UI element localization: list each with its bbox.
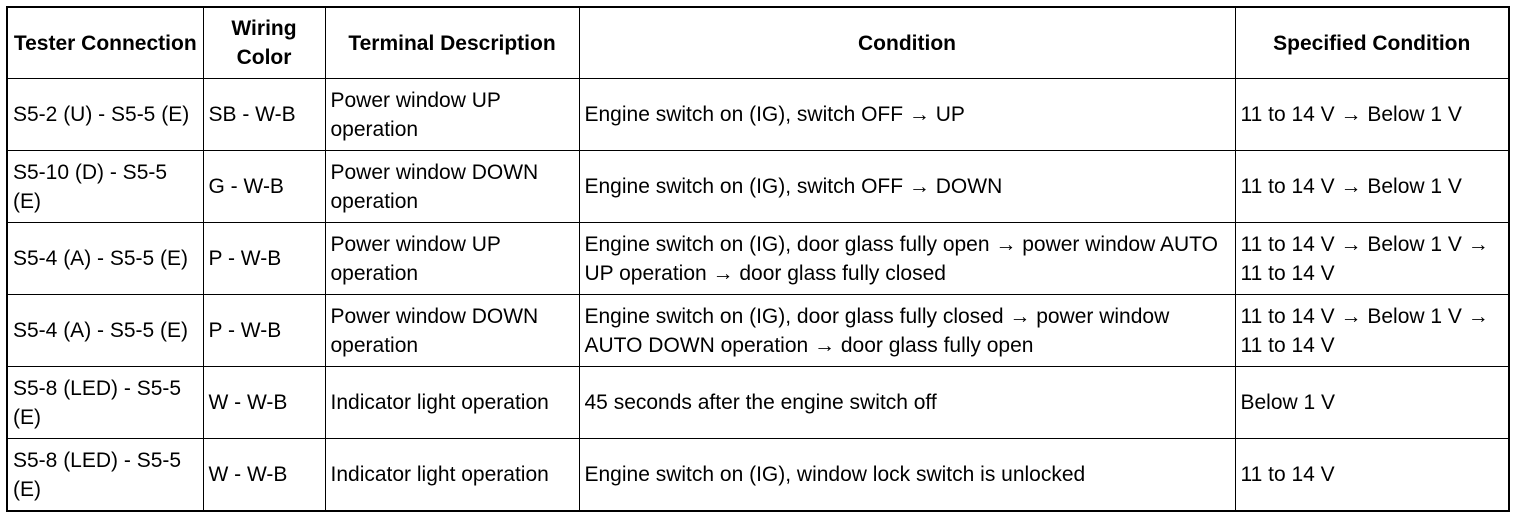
cell-terminal-description: Power window UP operation [325,223,579,295]
cell-condition: 45 seconds after the engine switch off [579,367,1235,439]
cell-specified-condition: 11 to 14 V → Below 1 V [1235,79,1509,151]
cell-terminal-description: Indicator light operation [325,439,579,512]
header-tester-connection: Tester Connection [7,7,203,79]
cell-wiring-color: W - W-B [203,367,325,439]
cell-condition: Engine switch on (IG), switch OFF → UP [579,79,1235,151]
cell-specified-condition: 11 to 14 V [1235,439,1509,512]
header-condition: Condition [579,7,1235,79]
header-terminal-description: Terminal Description [325,7,579,79]
table-row [7,79,1509,151]
table-header [7,7,1509,79]
table-body [7,79,1509,512]
cell-wiring-color: SB - W-B [203,79,325,151]
cell-terminal-description: Power window DOWN operation [325,151,579,223]
cell-condition: Engine switch on (IG), window lock switch is unlocked [579,439,1235,512]
cell-tester-connection: S5-8 (LED) - S5-5 (E) [7,367,203,439]
cell-tester-connection: S5-4 (A) - S5-5 (E) [7,295,203,367]
cell-specified-condition: Below 1 V [1235,367,1509,439]
cell-condition: Engine switch on (IG), door glass fully open → power window AUTO UP operation → door glass fully closed [579,223,1235,295]
table-row [7,151,1509,223]
cell-specified-condition: 11 to 14 V → Below 1 V → 11 to 14 V [1235,223,1509,295]
table-row [7,439,1509,512]
cell-tester-connection: S5-8 (LED) - S5-5 (E) [7,439,203,512]
cell-tester-connection: S5-2 (U) - S5-5 (E) [7,79,203,151]
cell-wiring-color: G - W-B [203,151,325,223]
header-wiring-color: Wiring Color [203,7,325,79]
terminal-spec-table [6,6,1510,512]
cell-terminal-description: Power window DOWN operation [325,295,579,367]
cell-condition: Engine switch on (IG), door glass fully closed → power window AUTO DOWN operation → door glass fully open [579,295,1235,367]
cell-tester-connection: S5-4 (A) - S5-5 (E) [7,223,203,295]
header-row [7,7,1509,79]
table-row [7,367,1509,439]
cell-terminal-description: Indicator light operation [325,367,579,439]
terminal-spec-table-container [6,6,1508,512]
cell-wiring-color: P - W-B [203,295,325,367]
table-row [7,223,1509,295]
cell-wiring-color: P - W-B [203,223,325,295]
cell-wiring-color: W - W-B [203,439,325,512]
cell-specified-condition: 11 to 14 V → Below 1 V [1235,151,1509,223]
header-specified-condition: Specified Condition [1235,7,1509,79]
table-row [7,295,1509,367]
cell-tester-connection: S5-10 (D) - S5-5 (E) [7,151,203,223]
cell-terminal-description: Power window UP operation [325,79,579,151]
cell-specified-condition: 11 to 14 V → Below 1 V → 11 to 14 V [1235,295,1509,367]
cell-condition: Engine switch on (IG), switch OFF → DOWN [579,151,1235,223]
